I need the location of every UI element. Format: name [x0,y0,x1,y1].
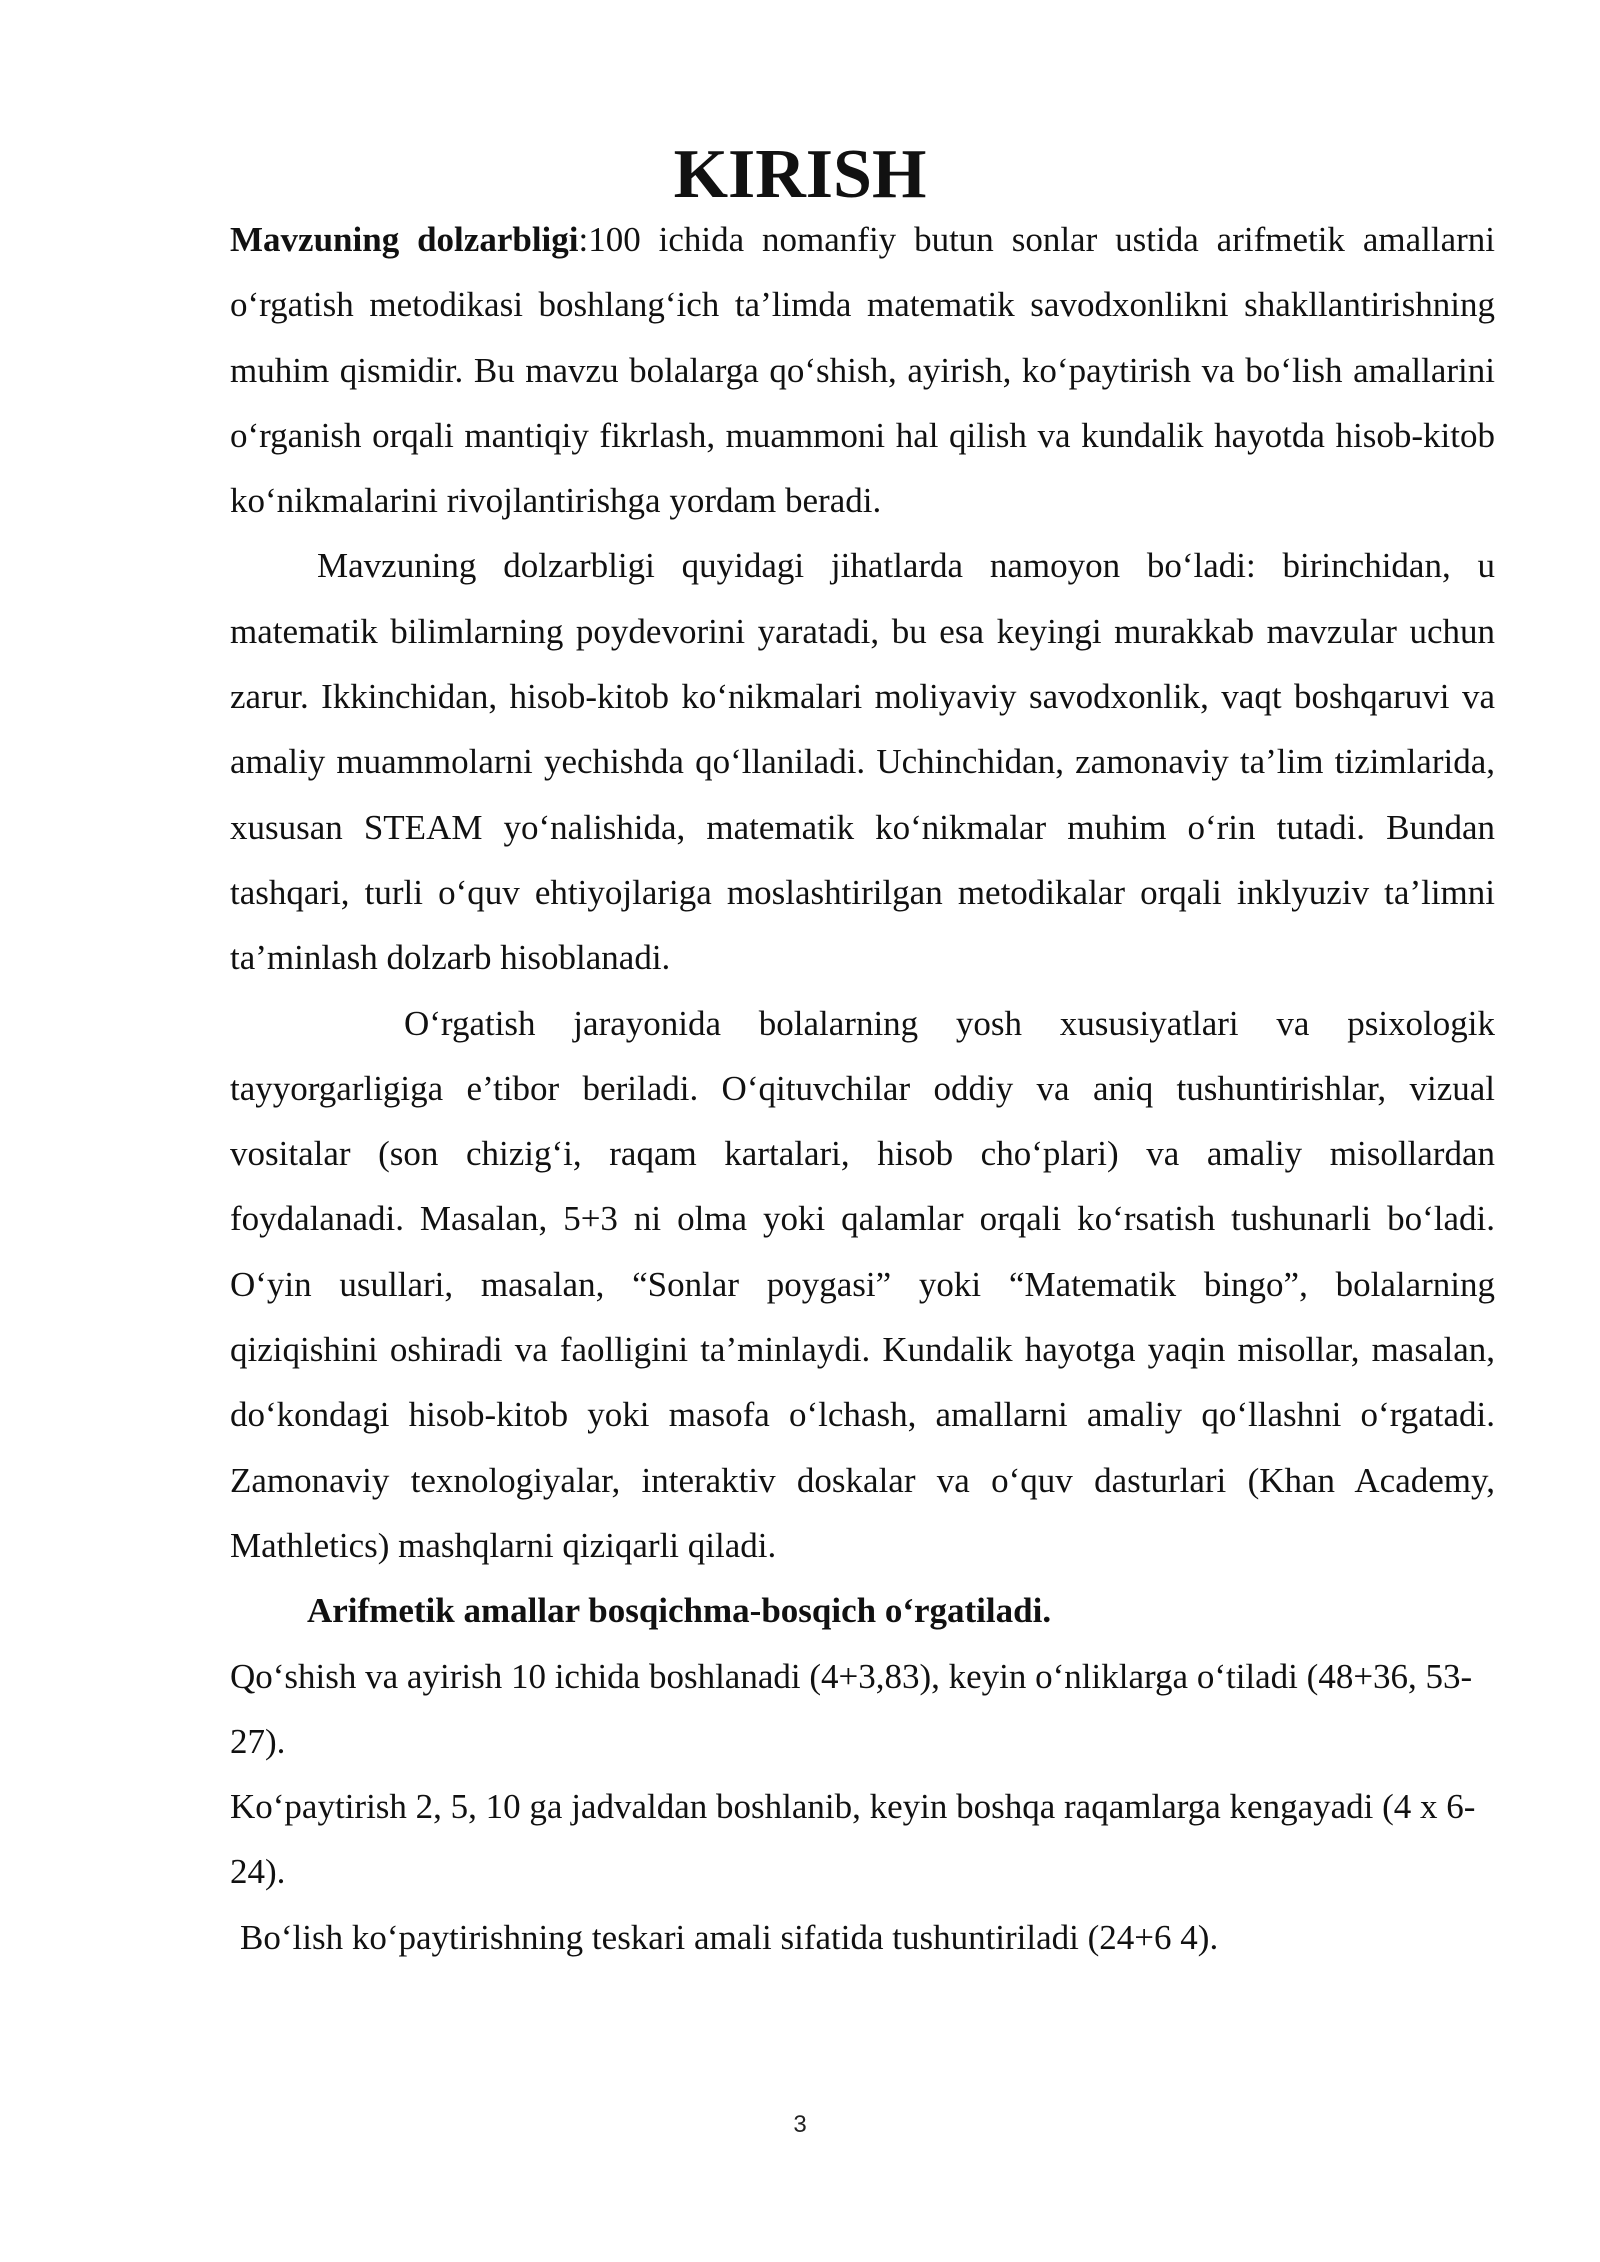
relevance-paragraph: Mavzuning dolzarbligi quyidagi jihatlarda namoyon bo‘ladi: birinchidan, u matematik bilimlarning poydevorini yaratadi, bu esa keyingi murakkab mavzular uchun zarur. Ikkinchidan, hisob-kitob ko‘nikmalari moliyaviy savodxonlik, vaqt boshqaruvi va amaliy muammolarni yechishda qo‘llaniladi. Uchinchidan, zamonaviy ta’lim tizimlarida, xususan STEAM yo‘nalishida, matematik ko‘nikmalar muhim o‘rin tutadi. Bundan tashqari, turli o‘quv ehtiyojlariga moslashtirilgan metodikalar orqali inklyuziv ta’limni ta’minlash dolzarb hisoblanadi. [230,546,1495,978]
step-division: Bo‘lish ko‘paytirishning teskari amali sifatida tushuntiriladi (24+6 4). [240,1917,1219,1957]
step-multiplication: Ko‘paytirish 2, 5, 10 ga jadvaldan boshlanib, keyin boshqa raqamlarga kengayadi (4 x 6-24). [230,1787,1476,1892]
section-subheading: Arifmetik amallar bosqichma-bosqich o‘rgatiladi. [307,1591,1052,1631]
intro-paragraph [230,207,1495,533]
page-number: 3 [793,2111,807,2138]
teaching-paragraph: O‘rgatish jarayonida bolalarning yosh xususiyatlari va psixologik tayyorgarligiga e’tibor beriladi. O‘qituvchilar oddiy va aniq tushuntirishlar, vizual vositalar (son chizig‘i, raqam kartalari, hisob cho‘plari) va amaliy misollardan foydalanadi. Masalan, 5+3 ni olma yoki qalamlar orqali ko‘rsatish tushunarli bo‘ladi. O‘yin usullari, masalan, “Sonlar poygasi” yoki “Matematik bingo”, bolalarning qiziqishini oshiradi va faolligini ta’minlaydi. Kundalik hayotga yaqin misollar, masalan, do‘kondagi hisob-kitob yoki masofa o‘lchash, amallarni amaliy qo‘llashni o‘rgatadi. Zamonaviy texnologiyalar, interaktiv doskalar va o‘quv dasturlari (Khan Academy, Mathletics) mashqlarni qiziqarli qiladi. [230,1003,1495,1565]
page-title: KIRISH [673,136,927,213]
step-addition-subtraction: Qo‘shish va ayirish 10 ichida boshlanadi (4+3,83), keyin o‘nliklarga o‘tiladi (48+36, 53-27). [230,1656,1473,1761]
intro-text: :100 ichida nomanfiy butun sonlar ustida arifmetik amallarni o‘rgatish metodikasi boshlang‘ich ta’limda matematik savodxonlikni shakllantirishning muhim qismidir. Bu mavzu bolalarga qo‘shish, ayirish, ko‘paytirish va bo‘lish amallarini o‘rganish orqali mantiqiy fikrlash, muammoni hal qilish va kundalik hayotda hisob-kitob ko‘nikmalarini rivojlantirishga yordam beradi. [230,220,1495,521]
document-body [230,207,1495,1970]
intro-label: Mavzuning dolzarbligi [230,220,579,259]
